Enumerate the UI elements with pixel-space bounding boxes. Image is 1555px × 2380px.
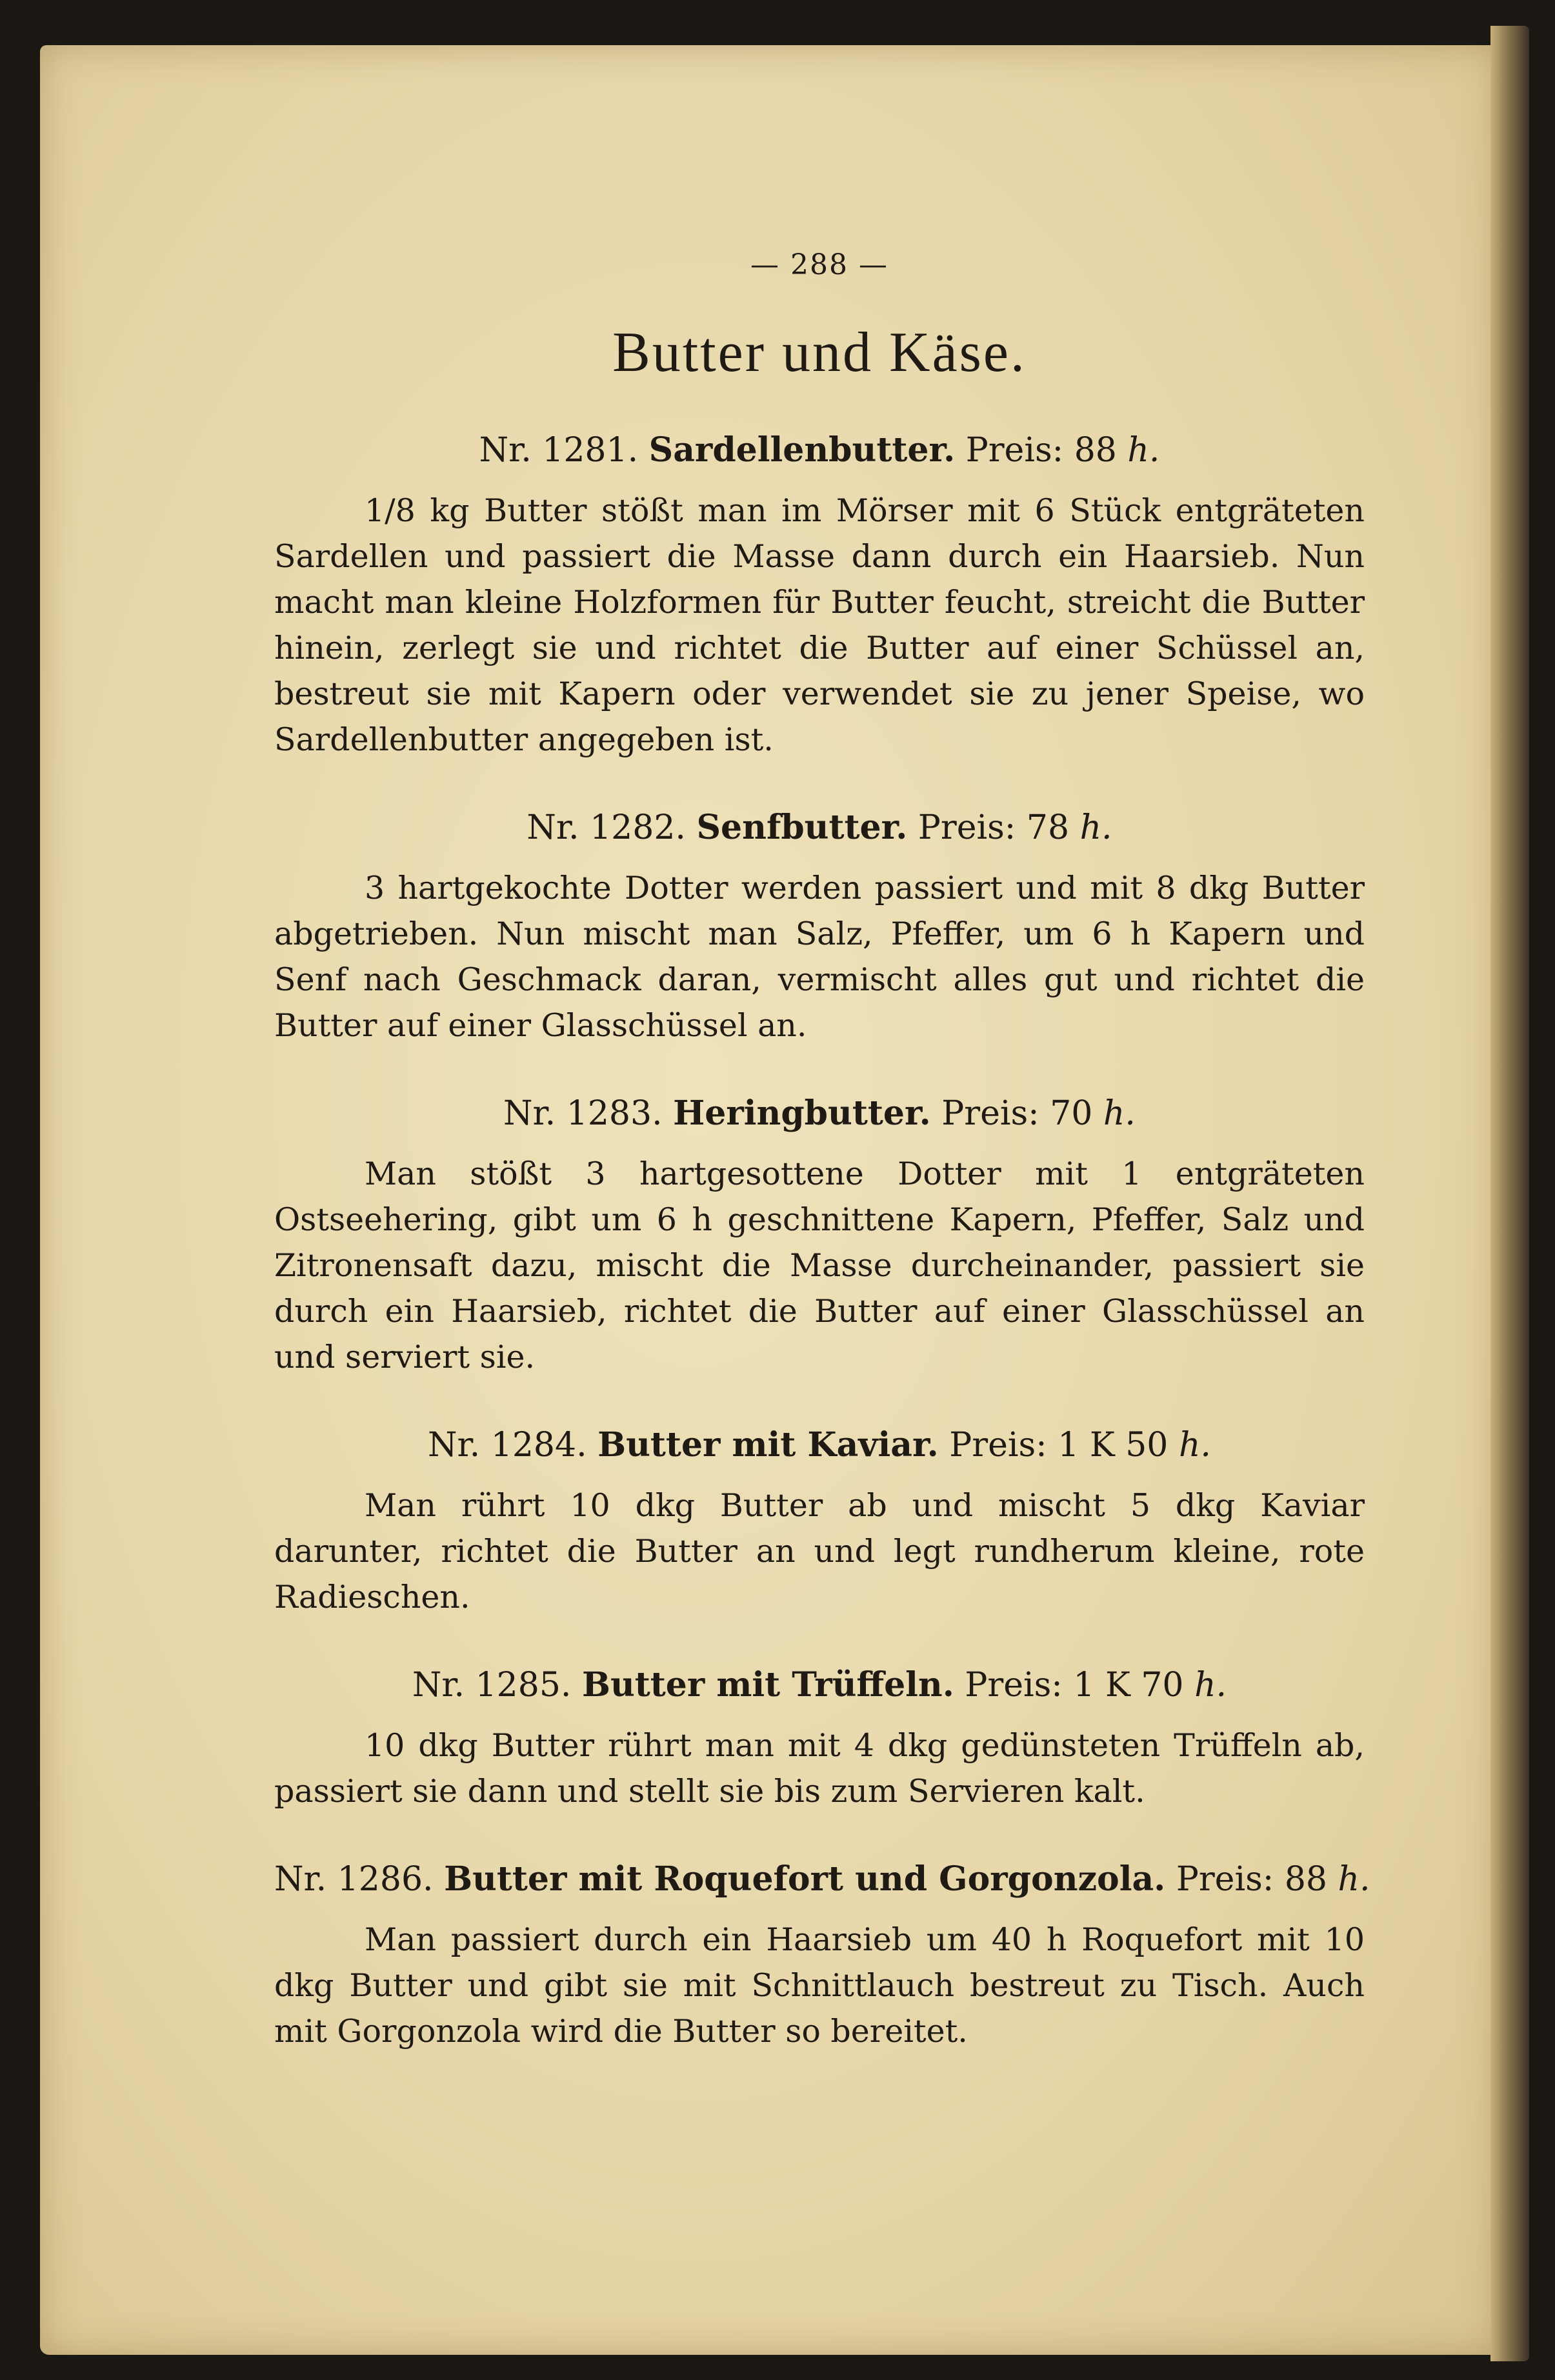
recipe-text: 10 dkg Butter rührt man mit 4 dkg gedünsteten Trüffeln ab, passiert sie dann und stellt sie bis zum Servieren kalt. xyxy=(274,1727,1365,1810)
recipe-1282 xyxy=(274,808,1365,1048)
recipe-heading xyxy=(274,1665,1365,1705)
price-label: Preis: xyxy=(965,1666,1063,1705)
page-number: — 288 — xyxy=(750,248,888,281)
price-label: Preis: xyxy=(949,1426,1047,1465)
recipe-heading xyxy=(274,808,1365,847)
price-value: 70 xyxy=(1050,1094,1093,1133)
price-value: 1 K 50 xyxy=(1058,1426,1169,1465)
recipe-text: Man stößt 3 hartgesottene Dotter mit 1 entgräteten Ostseehering, gibt um 6 h geschnittene Kapern, Pfeffer, Salz und Zitronensaft dazu, mischt die Masse durcheinander, passiert sie durch ein Haarsieb, richtet die Butter auf einer Glasschüssel an und serviert sie. xyxy=(274,1155,1365,1375)
recipe-1286 xyxy=(274,1859,1370,2054)
price-unit: h. xyxy=(1079,808,1112,847)
recipe-number: Nr. 1283. xyxy=(503,1094,663,1133)
page-gutter xyxy=(1490,26,1529,2361)
price-unit: h. xyxy=(1127,431,1160,470)
recipe-heading xyxy=(274,1859,1370,1899)
recipe-1283 xyxy=(274,1094,1365,1380)
recipe-number: Nr. 1282. xyxy=(527,808,686,847)
price-label: Preis: xyxy=(941,1094,1039,1133)
recipe-heading xyxy=(274,1425,1365,1465)
recipe-title: Senfbutter. xyxy=(696,808,908,847)
recipe-number: Nr. 1281. xyxy=(479,431,639,470)
recipe-text: Man rührt 10 dkg Butter ab und mischt 5 dkg Kaviar darunter, richtet die Butter an und legt rundherum kleine, rote Radieschen. xyxy=(274,1487,1365,1615)
recipe-number: Nr. 1285. xyxy=(412,1666,572,1705)
page-content xyxy=(274,248,1370,2099)
price-label: Preis: xyxy=(918,808,1016,847)
price-unit: h. xyxy=(1338,1860,1370,1899)
recipe-text: 3 hartgekochte Dotter werden passiert und mit 8 dkg Butter abgetrieben. Nun mischt man Salz, Pfeffer, um 6 h Kapern und Senf nach Geschmack daran, vermischt alles gut und richtet die Butter auf einer Glasschüssel an. xyxy=(274,870,1365,1044)
recipe-1285 xyxy=(274,1665,1365,1814)
price-label: Preis: xyxy=(1176,1860,1274,1899)
recipe-1284 xyxy=(274,1425,1365,1620)
recipe-title: Heringbutter. xyxy=(673,1094,931,1133)
recipe-title: Butter mit Roquefort und Gorgonzola. xyxy=(444,1859,1166,1899)
price-unit: h. xyxy=(1178,1426,1211,1465)
recipe-title: Butter mit Trüffeln. xyxy=(582,1665,954,1705)
price-value: 78 xyxy=(1026,808,1070,847)
recipe-number: Nr. 1286. xyxy=(274,1860,434,1899)
price-label: Preis: xyxy=(965,431,1064,470)
price-value: 88 xyxy=(1284,1860,1327,1899)
recipe-heading xyxy=(274,1094,1365,1133)
recipe-1281 xyxy=(274,430,1365,763)
recipe-number: Nr. 1284. xyxy=(428,1426,587,1465)
price-unit: h. xyxy=(1103,1094,1136,1133)
chapter-title: Butter und Käse. xyxy=(612,321,1027,384)
recipe-title: Sardellenbutter. xyxy=(648,430,956,470)
recipe-heading xyxy=(274,430,1365,470)
recipe-text: Man passiert durch ein Haarsieb um 40 h Roquefort mit 10 dkg Butter und gibt sie mit Schnittlauch bestreut zu Tisch. Auch mit Gorgonzola wird die Butter so bereitet. xyxy=(274,1921,1365,2050)
recipe-title: Butter mit Kaviar. xyxy=(597,1425,939,1465)
price-value: 88 xyxy=(1074,431,1117,470)
price-unit: h. xyxy=(1194,1666,1227,1705)
price-value: 1 K 70 xyxy=(1073,1666,1184,1705)
recipe-text: 1/8 kg Butter stößt man im Mörser mit 6 Stück entgräteten Sardellen und passiert die Masse dann durch ein Haarsieb. Nun macht man kleine Holzformen für Butter feucht, streicht die Butter hinein, zerlegt sie und richtet die Butter auf einer Schüssel an, bestreut sie mit Kapern oder verwendet sie zu jener Speise, wo Sardellenbutter angegeben ist. xyxy=(274,492,1365,758)
